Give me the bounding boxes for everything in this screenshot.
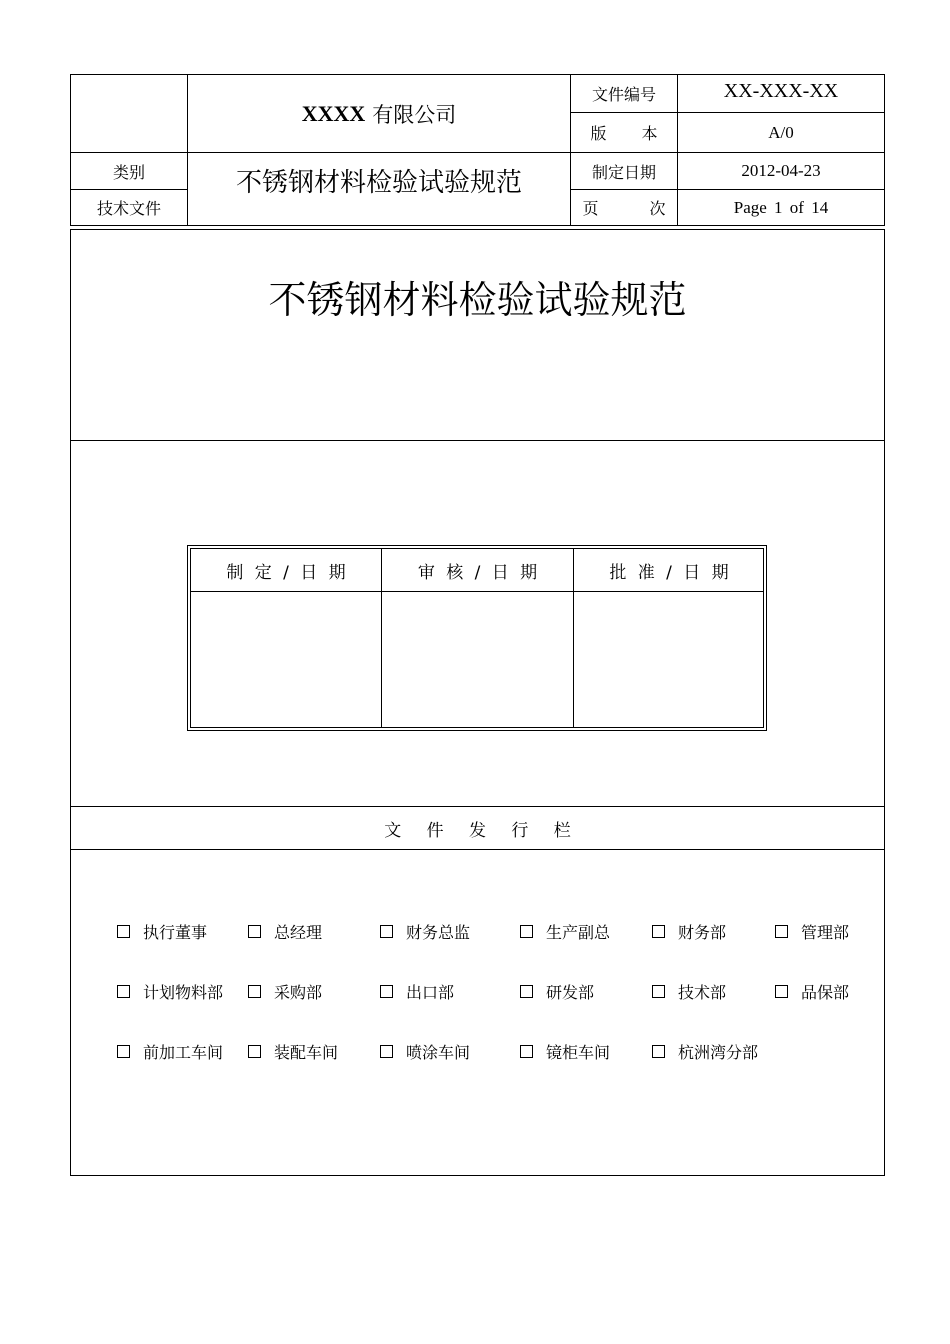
dept-checkbox[interactable] xyxy=(117,980,223,1002)
checkbox-icon[interactable] xyxy=(248,1045,261,1058)
dept-label: 生产副总 xyxy=(546,922,611,942)
dept-label: 镜柜车间 xyxy=(546,1042,611,1062)
document-title-header: 不锈钢材料检验试验规范 xyxy=(235,168,522,198)
dept-checkbox[interactable] xyxy=(380,920,470,942)
dept-label: 财务部 xyxy=(678,922,727,942)
dept-label: 总经理 xyxy=(274,922,323,942)
version-value: A/0 xyxy=(768,122,794,142)
checkbox-icon[interactable] xyxy=(248,925,261,938)
approval-col-approved: 批 准 / 日 期 xyxy=(609,562,729,583)
dept-checkbox[interactable] xyxy=(117,920,207,942)
date-label: 制定日期 xyxy=(591,162,656,182)
dept-checkbox[interactable] xyxy=(652,1040,758,1062)
signature-cell-prepared[interactable] xyxy=(191,592,381,728)
dept-label: 技术部 xyxy=(678,982,727,1002)
dept-checkbox[interactable] xyxy=(775,920,849,942)
category-label: 类别 xyxy=(112,162,145,182)
dept-checkbox[interactable] xyxy=(520,920,610,942)
checkbox-icon[interactable] xyxy=(380,925,393,938)
dept-label: 出口部 xyxy=(406,982,455,1002)
page-value: Page 1 of 14 xyxy=(733,197,829,217)
doc-number-value: XX-XXX-XX xyxy=(723,80,839,102)
date-value: 2012-04-23 xyxy=(741,161,821,180)
dept-checkbox[interactable] xyxy=(652,980,726,1002)
dept-label: 计划物料部 xyxy=(143,982,224,1002)
checkbox-icon[interactable] xyxy=(380,985,393,998)
doc-number-label: 文件编号 xyxy=(591,85,656,104)
dept-label: 采购部 xyxy=(274,982,323,1002)
dept-checkbox[interactable] xyxy=(520,980,594,1002)
signature-cell-reviewed[interactable] xyxy=(382,592,573,728)
dept-label: 装配车间 xyxy=(274,1042,339,1062)
dept-checkbox[interactable] xyxy=(248,920,322,942)
main-title: 不锈钢材料检验试验规范 xyxy=(268,277,687,322)
version-label: 版 本 xyxy=(590,124,658,143)
dept-label: 喷涂车间 xyxy=(406,1042,471,1062)
checkbox-icon[interactable] xyxy=(652,1045,665,1058)
approval-col-prepared: 制 定 / 日 期 xyxy=(226,562,346,583)
dept-checkbox[interactable] xyxy=(117,1040,223,1062)
dept-label: 管理部 xyxy=(801,922,850,942)
checkbox-icon[interactable] xyxy=(520,985,533,998)
dept-checkbox[interactable] xyxy=(248,980,322,1002)
checkbox-icon[interactable] xyxy=(652,925,665,938)
checkbox-icon[interactable] xyxy=(775,985,788,998)
dept-checkbox[interactable] xyxy=(652,920,726,942)
checkbox-icon[interactable] xyxy=(775,925,788,938)
distribution-title: 文 件 发 行 栏 xyxy=(384,820,571,841)
checkbox-icon[interactable] xyxy=(652,985,665,998)
dept-checkbox[interactable] xyxy=(380,980,454,1002)
checkbox-icon[interactable] xyxy=(380,1045,393,1058)
checkbox-icon[interactable] xyxy=(117,1045,130,1058)
page-label: 页 次 xyxy=(582,199,666,218)
dept-checkbox[interactable] xyxy=(520,1040,610,1062)
dept-checkbox[interactable] xyxy=(775,980,849,1002)
approval-col-reviewed: 审 核 / 日 期 xyxy=(417,562,538,583)
checkbox-icon[interactable] xyxy=(520,1045,533,1058)
dept-checkbox[interactable] xyxy=(248,1040,338,1062)
category-value: 技术文件 xyxy=(96,199,161,218)
dept-label: 财务总监 xyxy=(406,922,471,942)
company-name-latin: XXXX xyxy=(301,100,366,126)
checkbox-icon[interactable] xyxy=(117,985,130,998)
dept-label: 执行董事 xyxy=(143,922,208,942)
signature-cell-approved[interactable] xyxy=(574,592,764,728)
checkbox-icon[interactable] xyxy=(117,925,130,938)
company-name-suffix: 有限公司 xyxy=(372,102,457,127)
checkbox-icon[interactable] xyxy=(520,925,533,938)
dept-checkbox[interactable] xyxy=(380,1040,470,1062)
dept-label: 研发部 xyxy=(546,982,595,1002)
checkbox-icon[interactable] xyxy=(248,985,261,998)
dept-label: 品保部 xyxy=(801,982,850,1002)
dept-label: 前加工车间 xyxy=(143,1042,224,1062)
dept-label: 杭洲湾分部 xyxy=(678,1042,759,1062)
company-name xyxy=(188,75,570,152)
